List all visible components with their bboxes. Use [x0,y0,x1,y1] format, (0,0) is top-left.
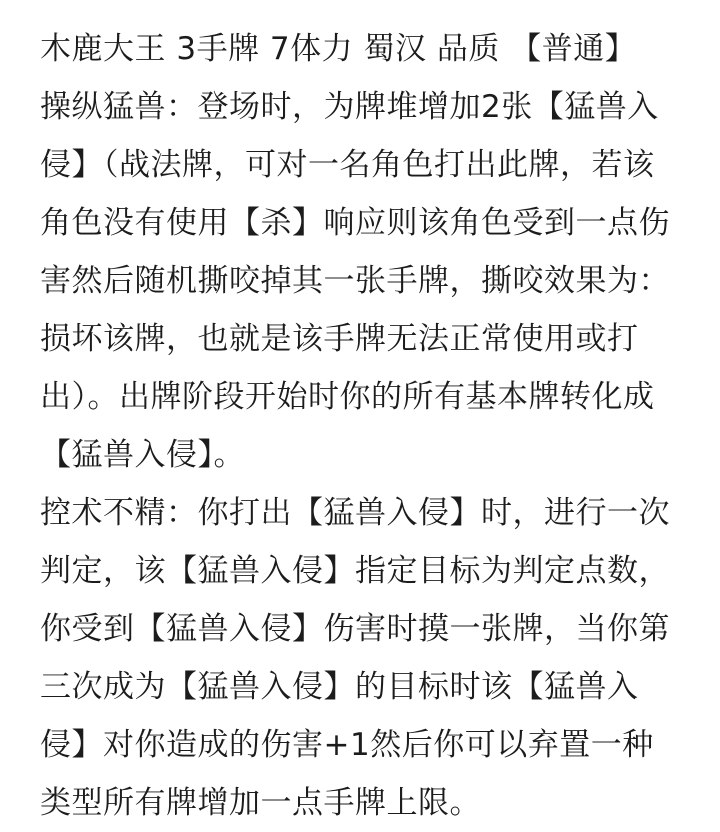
text-line-11: 你受到【猛兽入侵】伤害时摸一张牌，当你第 [40,611,670,647]
text-line-1: 木鹿大王 3手牌 7体力 蜀汉 品质 【普通】 [40,31,637,67]
text-line-10: 判定，该【猛兽入侵】指定目标为判定点数， [40,553,670,589]
text-line-14: 类型所有牌增加一点手牌上限。 [40,785,481,821]
text-line-12: 三次成为【猛兽入侵】的目标时该【猛兽入 [40,669,639,705]
text-line-2: 操纵猛兽：登场时，为牌堆增加2张【猛兽入 [40,89,659,125]
text-line-6: 损坏该牌，也就是该手牌无法正常使用或打 [40,321,639,357]
text-line-5: 害然后随机撕咬掉其一张手牌，撕咬效果为： [40,263,670,299]
text-line-9: 控术不精：你打出【猛兽入侵】时，进行一次 [40,495,670,531]
text-line-3: 侵】（战法牌，可对一名角色打出此牌，若该 [40,147,655,183]
text-line-4: 角色没有使用【杀】响应则该角色受到一点伤 [40,205,670,241]
text-line-8: 【猛兽入侵】。 [40,437,245,473]
text-line-7: 出）。出牌阶段开始时你的所有基本牌转化成 [40,379,655,415]
text-line-13: 侵】对你造成的伤害+1然后你可以弃置一种 [40,727,654,763]
